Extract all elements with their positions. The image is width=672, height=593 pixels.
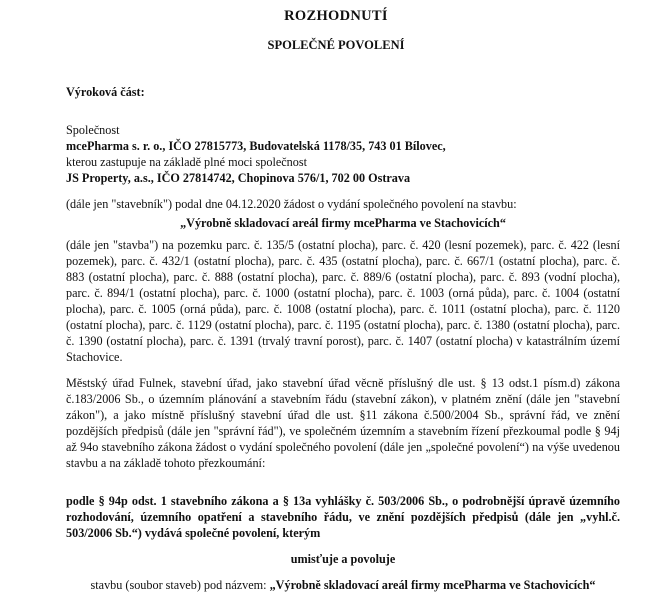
- applicant-representative: JS Property, a.s., IČO 27814742, Chopinova 576/1, 702 00 Ostrava: [66, 171, 411, 185]
- resolution-paragraph: podle § 94p odst. 1 stavebního zákona a § 13a vyhlášky č. 503/2006 Sb., o podrobnější úpravě územního rozhodování, územního opatření a stavebního řádu, ve znění pozdějších předpisů (dále jen „vyhl.č. 503/2006 Sb.“) vydává společné povolení, kterým: [66, 494, 620, 540]
- building-line: [66, 577, 620, 593]
- authority-paragraph: Městský úřad Fulnek, stavební úřad, jako stavební úřad věcně příslušný dle ust. § 13 odst.1 písm.d) zákona č.183/2006 Sb., o územním plánování a stavebním řádu (stavební zákon), v platném znění (dále jen "stavební zákon"), a jako místně příslušný stavební úřad dle ust. §11 zákona č.500/2004 Sb., správní řád, ve znění pozdějších předpisů (dále jen "správní řád"), ve společném územním a stavebním řízení přezkoumal podle § 94j až 94o stavebního zákona žádost o vydání společného povolení (dále jen „společné povolení“) na výše uvedenou stavbu a na základě tohoto přezkoumání:: [66, 376, 620, 470]
- building-prefix: stavbu (soubor staveb) pod názvem:: [90, 578, 270, 592]
- applicant-block: [66, 122, 620, 186]
- filed-text: (dále jen "stavebník") podal dne 04.12.2020 žádost o vydání společného povolení na stavbu:: [66, 197, 517, 211]
- document-title: ROZHODNUTÍ: [284, 8, 388, 24]
- document-subtitle: SPOLEČNÉ POVOLENÍ: [267, 38, 405, 52]
- document-body: [66, 84, 620, 593]
- parcels-paragraph: (dále jen "stavba") na pozemku parc. č. 135/5 (ostatní plocha), parc. č. 420 (lesní pozemek), parc. č. 422 (lesní pozemek), parc. č. 432/1 (ostatní plocha), parc. č. 435 (ostatní plocha), parc. č. 667/1 (ostatní plocha), parc. č. 883 (ostatní plocha), parc. č. 888 (ostatní plocha), parc. č. 889/6 (ostatní plocha), parc. č. 893 (vodní plocha), parc. č. 894/1 (ostatní plocha), parc. č. 1000 (ostatní plocha), parc. č. 1003 (orná půda), parc. č. 1004 (ostatní plocha), parc. č. 1005 (orná půda), parc. č. 1008 (ostatní plocha), parc. č. 1011 (ostatní plocha), parc. č. 1120 (ostatní plocha), parc. č. 1129 (ostatní plocha), parc. č. 1195 (ostatní plocha), parc. č. 1380 (ostatní plocha), parc. č. 1390 (ostatní plocha), parc. č. 1391 (trvalý travní porost), parc. č. 1407 (ostatní plocha) v katastrálním území Stachovice.: [66, 238, 620, 364]
- project-title: „Výrobně skladovací areál firmy mcePharma ve Stachovicích“: [180, 216, 506, 230]
- applicant-company: mcePharma s. r. o., IČO 27815773, Budovatelská 1178/35, 743 01 Bílovec,: [66, 139, 446, 153]
- building-name: „Výrobně skladovací areál firmy mcePharma ve Stachovicích“: [269, 578, 596, 592]
- applicant-label: Společnost: [66, 123, 120, 137]
- operative-heading: Výroková část:: [66, 85, 145, 99]
- applicant-represented-by: kterou zastupuje na základě plné moci společnost: [66, 155, 307, 169]
- decision-text: umisťuje a povoluje: [290, 552, 396, 566]
